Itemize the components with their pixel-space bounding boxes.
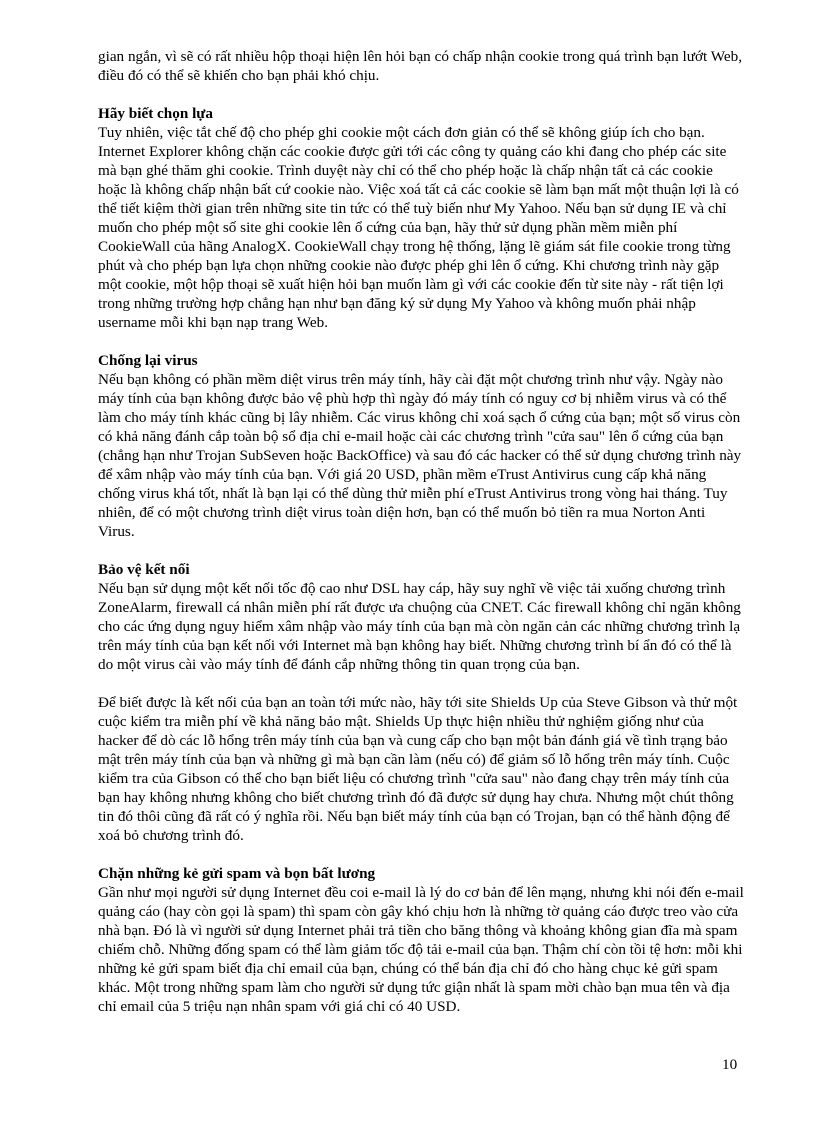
spacer xyxy=(98,541,744,560)
section-heading-connection: Bảo vệ kết nối xyxy=(98,561,190,578)
section-heading-choose: Hãy biết chọn lựa xyxy=(98,105,214,122)
section-heading-spam: Chặn những kẻ gửi spam và bọn bất lương xyxy=(98,865,376,882)
section-paragraph: Tuy nhiên, việc tắt chế độ cho phép ghi cookie một cách đơn giản có thể sẽ không giúp ích cho bạn. Internet Explorer không chặn các cookie được gửi tới các công ty quảng cáo khi đang cho phép các site mà bạn ghé thăm ghi cookie. Trình duyệt này chỉ có thể cho phép hoặc là chấp nhận tất cả các cookie hoặc là không chấp nhận bất cứ cookie nào. Việc xoá tất cả các cookie sẽ làm bạn mất một thuận lợi là có thể tiết kiệm thời gian trên những site tin tức có thể tuỳ biến như My Yahoo. Nếu bạn sử dụng IE và chỉ muốn cho phép một số site ghi cookie lên ổ cứng của bạn, hãy thử sử dụng phần mềm miễn phí CookieWall của hãng AnalogX. CookieWall chạy trong hệ thống, lặng lẽ giám sát file cookie trong từng phút và cho phép bạn lựa chọn những cookie nào được phép ghi lên ổ cứng. Khi chương trình này gặp một cookie, một hộp thoại sẽ xuất hiện hỏi bạn muốn làm gì với các cookie đến từ site này - rất tiện lợi trong những trường hợp chẳng hạn như bạn đăng ký sử dụng My Yahoo và không muốn phải nhập username mỗi khi bạn nạp trang Web. xyxy=(98,124,739,331)
section-paragraph: Nếu bạn sử dụng một kết nối tốc độ cao như DSL hay cáp, hãy suy nghĩ về việc tải xuống chương trình ZoneAlarm, firewall cá nhân miễn phí rất được ưa chuộng của CNET. Các firewall không chỉ ngăn không cho các ứng dụng nguy hiểm xâm nhập vào máy tính của bạn mà còn ngăn cản các những chương trình lạ trên máy tính của bạn kết nối với Internet mà bạn không hay biết. Những chương trình bí ẩn đó có thể là do một virus cài vào máy tính để đánh cắp những thông tin quan trọng của bạn. xyxy=(98,580,741,673)
page-number: 10 xyxy=(722,1056,738,1073)
spacer xyxy=(98,332,744,351)
document-body xyxy=(98,47,744,1016)
section-paragraph: Để biết được là kết nối của bạn an toàn tới mức nào, hãy tới site Shields Up của Steve Gibson và thử một cuộc kiểm tra miễn phí về khả năng bảo mật. Shields Up thực hiện nhiều thử nghiệm giống như của hacker để dò các lỗ hổng trên máy tính của bạn và cung cấp cho bạn một bản đánh giá về tình trạng bảo mật trên máy tính của bạn và những gì mà bạn cần làm (nếu có) để giảm số lỗ hổng trên máy tính. Cuộc kiểm tra của Gibson có thể cho bạn biết liệu có chương trình "cửa sau" nào đang chạy trên máy tính của bạn hay không nhưng không cho biết chương trình đó đã được sử dụng hay chưa. Nhưng một chút thông tin đó thôi cũng đã rất có ý nghĩa rồi. Nếu bạn biết máy tính của bạn có Trojan, bạn có thể hành động để xoá bỏ chương trình đó. xyxy=(98,694,738,844)
spacer xyxy=(98,674,744,693)
section-paragraph: Gần như mọi người sử dụng Internet đều coi e-mail là lý do cơ bản để lên mạng, nhưng khi nói đến e-mail quảng cáo (hay còn gọi là spam) thì spam còn gây khó chịu hơn là những tờ quảng cáo được treo vào cửa nhà bạn. Đó là vì người sử dụng Internet phải trả tiền cho băng thông và khoảng không gian đĩa mà spam chiếm chỗ. Những đống spam có thể làm giảm tốc độ tải e-mail của bạn. Thậm chí còn tồi tệ hơn: mỗi khi những kẻ gửi spam biết địa chỉ email của bạn, chúng có thể bán địa chỉ đó cho hàng chục kẻ gửi spam khác. Một trong những spam làm cho người sử dụng tức giận nhất là spam mời chào bạn mua tên và địa chỉ email của 5 triệu nạn nhân spam với giá chỉ có 40 USD. xyxy=(98,884,744,1015)
intro-paragraph: gian ngắn, vì sẽ có rất nhiều hộp thoại hiện lên hỏi bạn có chấp nhận cookie trong quá trình bạn lướt Web, điều đó có thể sẽ khiến cho bạn phải khó chịu. xyxy=(98,48,743,84)
section-heading-virus: Chống lại virus xyxy=(98,352,198,369)
spacer xyxy=(98,845,744,864)
section-paragraph: Nếu bạn không có phần mềm diệt virus trên máy tính, hãy cài đặt một chương trình như vậy. Ngày nào máy tính của bạn không được bảo vệ phù hợp thì ngày đó máy tính có nguy cơ bị nhiễm virus và có thể làm cho máy tính khác cũng bị lây nhiễm. Các virus không chỉ xoá sạch ổ cứng của bạn; một số virus còn có khả năng đánh cắp toàn bộ sổ địa chỉ e-mail hoặc cài các chương trình "cửa sau" lên ổ cứng của bạn (chẳng hạn như Trojan SubSeven hoặc BackOffice) và sau đó các hacker có thể sử dụng chương trình này để xâm nhập vào máy tính của bạn. Với giá 20 USD, phần mềm eTrust Antivirus cung cấp khả năng chống virus khá tốt, nhất là bạn lại có thể dùng thử miễn phí eTrust Antivirus trong vòng hai tháng. Tuy nhiên, để có một chương trình diệt virus toàn diện hơn, bạn có thể muốn bỏ tiền ra mua Norton Anti Virus. xyxy=(98,371,742,540)
spacer xyxy=(98,85,744,104)
